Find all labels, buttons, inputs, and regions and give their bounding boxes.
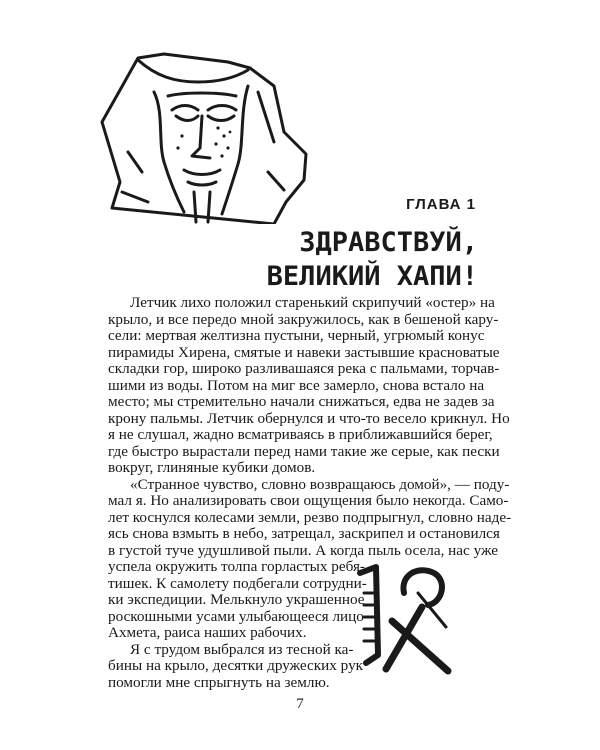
text-line: где быстро вырастали перед нами такие же серые, как пески [108,442,500,460]
text-line: в густой туче удушливой пыли. А когда пыль осела, нас уже [108,541,498,559]
text-line: Я с трудом выбрался из тесной ка- [130,640,354,658]
chapter-title-line: ЗДРАВСТВУЙ, [299,227,478,258]
page-number: 7 [296,696,304,712]
text-line: сели: мертвая желтизна пустыни, черный, угрюмый конус [108,327,485,345]
text-line: «Странное чувство, словно возвращаюсь домой», — поду- [130,475,510,493]
text-line: роскошными усами улыбающееся лицо [108,607,364,625]
text-line: вокруг, глиняные кубики домов. [108,459,316,477]
chapter-title [240,226,478,294]
text-line: место; мы стремительно начали снижаться, едва не задев за [108,393,495,411]
text-line: я не слушал, жадно всматриваясь в приближавшийся берег, [108,426,493,444]
text-line: крыло, и все передо мной закружилось, как в бешеной кару- [108,310,499,328]
text-line: помогли мне спрыгнуть на землю. [108,674,330,691]
text-line: шими из воды. Потом на миг все замерло, снова встало на [108,376,485,394]
crook-and-flail-illustration [356,563,468,675]
chapter-label: ГЛАВА 1 [406,196,476,213]
text-line: складки гор, широко разливашаяся река с пальмами, торчав- [108,360,500,378]
pharaoh-head-illustration [98,52,310,224]
text-line: мал я. Но анализировать свои ощущения было некогда. Само- [108,492,509,510]
text-line: бины на крыло, десятки дружеских рук [108,657,364,675]
text-line: лет коснулся колесами земли, резво подпрыгнул, словно наде- [108,508,512,526]
text-line: ясь снова взмыть в небо, затрещал, заскрипел и остановился [108,525,500,543]
text-line: успела окружить толпа горластых ребя- [108,558,365,576]
chapter-title-line: ВЕЛИКИЙ ХАПИ! [266,261,478,292]
text-line: крону пальмы. Летчик обернулся и что-то весело крикнул. Но [108,409,510,427]
text-line: пирамиды Хирена, смятые и навеки застывшие красноватые [108,343,500,361]
text-line: ки экспедиции. Мелькнуло украшенное [108,591,365,609]
text-line: Летчик лихо положил старенький скрипучий «остер» на [130,294,495,311]
text-line: тишек. К самолету подбегали сотрудни- [108,574,367,592]
text-line: Ахмета, раиса наших рабочих. [108,624,307,642]
